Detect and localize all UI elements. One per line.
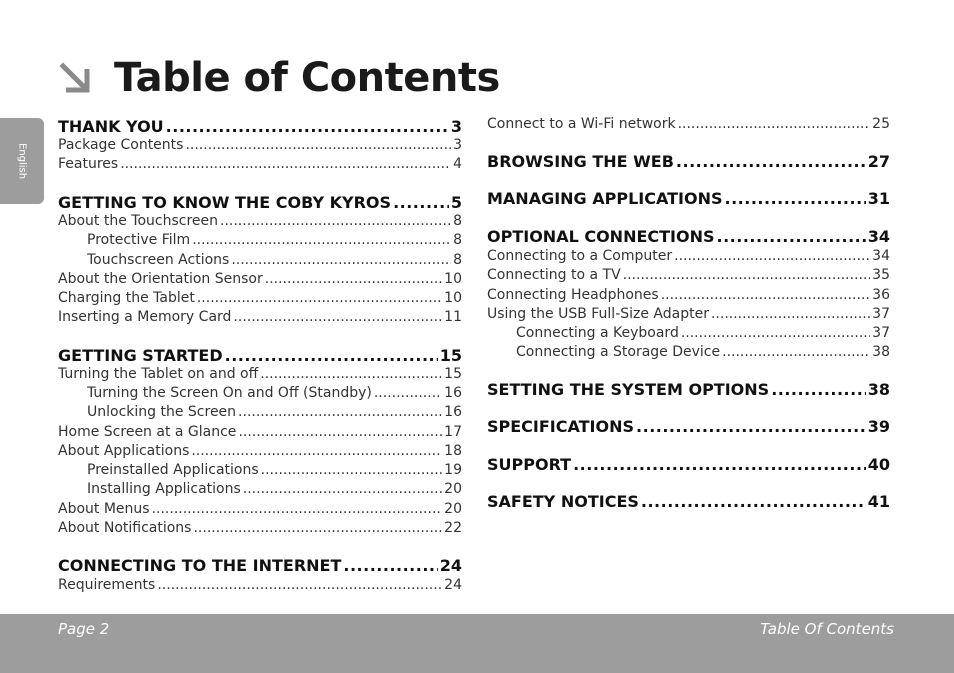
toc-entry[interactable]: [487, 287, 890, 303]
toc-entry-page: 16: [444, 404, 462, 420]
toc-entry-label: CONNECTING TO THE INTERNET: [58, 556, 342, 575]
toc-entry-page: 17: [444, 424, 462, 440]
toc-entry-label: SETTING THE SYSTEM OPTIONS: [487, 380, 770, 399]
toc-leader-dots: [260, 366, 442, 382]
toc-entry-page: 5: [450, 193, 462, 212]
toc-entry-label: About Applications: [58, 443, 190, 459]
toc-entry-page: 37: [872, 306, 890, 322]
toc-heading-entry[interactable]: [487, 492, 890, 511]
footer-page-number: Page 2: [58, 620, 110, 638]
toc-leader-dots: [192, 232, 451, 248]
toc-entry-label: Home Screen at a Glance: [58, 424, 237, 440]
toc-leader-dots: [711, 306, 870, 322]
toc-leader-dots: [674, 248, 870, 264]
toc-leader-dots: [238, 424, 442, 440]
toc-entry-page: 10: [444, 271, 462, 287]
toc-entry-label: Connecting to a TV: [487, 267, 621, 283]
toc-entry[interactable]: [58, 156, 462, 172]
toc-heading-entry[interactable]: [487, 455, 890, 474]
toc-entry-page: 39: [867, 417, 890, 436]
toc-heading-entry[interactable]: [487, 152, 890, 171]
toc-entry-label: Connect to a Wi-Fi network: [487, 116, 676, 132]
toc-entry-label: Connecting Headphones: [487, 287, 659, 303]
toc-leader-dots: [678, 116, 871, 132]
toc-leader-dots: [220, 213, 451, 229]
toc-entry-page: 24: [439, 556, 462, 575]
toc-heading-entry[interactable]: [487, 227, 890, 246]
toc-entry-label: Protective Film: [87, 232, 191, 248]
toc-entry-label: Touchscreen Actions: [87, 252, 230, 268]
toc-entry[interactable]: [87, 481, 462, 497]
toc-entry-label: SPECIFICATIONS: [487, 417, 635, 436]
toc-leader-dots: [261, 462, 443, 478]
toc-entry-label: SUPPORT: [487, 455, 572, 474]
toc-entry-page: 24: [444, 577, 462, 593]
toc-entry[interactable]: [58, 366, 462, 382]
toc-entry-label: Package Contents: [58, 137, 184, 153]
toc-leader-dots: [265, 271, 442, 287]
toc-entry-page: 36: [872, 287, 890, 303]
toc-leader-dots: [717, 227, 866, 246]
toc-entry[interactable]: [58, 501, 462, 517]
toc-entry[interactable]: [58, 137, 462, 153]
toc-heading-entry[interactable]: [58, 117, 462, 136]
toc-entry[interactable]: [87, 232, 462, 248]
toc-entry[interactable]: [516, 325, 890, 341]
toc-entry-page: 40: [867, 455, 890, 474]
toc-heading-entry[interactable]: [487, 417, 890, 436]
toc-leader-dots: [725, 189, 866, 208]
page-footer: [0, 614, 954, 673]
toc-leader-dots: [393, 193, 449, 212]
toc-entry-page: 15: [444, 366, 462, 382]
toc-entry[interactable]: [87, 252, 462, 268]
toc-leader-dots: [166, 117, 449, 136]
toc-leader-dots: [641, 492, 866, 511]
toc-entry[interactable]: [58, 290, 462, 306]
toc-entry-label: GETTING STARTED: [58, 346, 223, 365]
toc-heading-entry[interactable]: [58, 556, 462, 575]
toc-leader-dots: [191, 443, 442, 459]
toc-entry-page: 25: [872, 116, 890, 132]
toc-entry-page: 18: [444, 443, 462, 459]
toc-leader-dots: [152, 501, 443, 517]
toc-leader-dots: [374, 385, 442, 401]
toc-leader-dots: [193, 520, 442, 536]
toc-leader-dots: [573, 455, 866, 474]
toc-entry[interactable]: [487, 306, 890, 322]
toc-entry-label: Connecting a Storage Device: [516, 344, 721, 360]
toc-entry-label: Connecting to a Computer: [487, 248, 673, 264]
toc-entry-page: 16: [444, 385, 462, 401]
toc-leader-dots: [231, 252, 451, 268]
toc-leader-dots: [722, 344, 870, 360]
toc-entry-page: 38: [867, 380, 890, 399]
toc-leader-dots: [185, 137, 451, 153]
toc-entry-page: 15: [439, 346, 462, 365]
toc-entry-label: Turning the Tablet on and off: [58, 366, 259, 382]
toc-leader-dots: [681, 325, 870, 341]
toc-entry[interactable]: [58, 213, 462, 229]
toc-entry-label: Unlocking the Screen: [87, 404, 237, 420]
toc-entry-page: 8: [453, 252, 462, 268]
toc-entry-page: 22: [444, 520, 462, 536]
toc-entry-label: About the Touchscreen: [58, 213, 218, 229]
toc-entry-label: Using the USB Full-Size Adapter: [487, 306, 709, 322]
page-header: [58, 48, 500, 108]
toc-entry-page: 34: [867, 227, 890, 246]
toc-entry-page: 3: [453, 137, 462, 153]
toc-entry[interactable]: [516, 344, 890, 360]
toc-entry-page: 35: [872, 267, 890, 283]
toc-entry[interactable]: [87, 404, 462, 420]
toc-leader-dots: [771, 380, 866, 399]
toc-entry[interactable]: [58, 271, 462, 287]
toc-entry-label: Installing Applications: [87, 481, 241, 497]
toc-entry-label: Preinstalled Applications: [87, 462, 259, 478]
toc-entry-page: 3: [450, 117, 462, 136]
toc-entry-label: OPTIONAL CONNECTIONS: [487, 227, 715, 246]
toc-entry-page: 8: [453, 213, 462, 229]
toc-leader-dots: [636, 417, 866, 436]
toc-entry-page: 11: [444, 309, 462, 325]
toc-entry-page: 8: [453, 232, 462, 248]
toc-leader-dots: [157, 577, 442, 593]
footer-section-title: Table Of Contents: [760, 620, 894, 638]
toc-entry-label: Features: [58, 156, 119, 172]
toc-leader-dots: [661, 287, 870, 303]
toc-entry-page: 31: [867, 189, 890, 208]
toc-leader-dots: [225, 346, 438, 365]
toc-entry-page: 4: [453, 156, 462, 172]
toc-entry-page: 37: [872, 325, 890, 341]
toc-entry-label: About the Orientation Sensor: [58, 271, 263, 287]
toc-leader-dots: [238, 404, 442, 420]
toc-leader-dots: [343, 556, 437, 575]
toc-heading-entry[interactable]: [487, 189, 890, 208]
toc-entry-page: 27: [867, 152, 890, 171]
toc-leader-dots: [676, 152, 866, 171]
toc-entry-label: THANK YOU: [58, 117, 164, 136]
toc-entry[interactable]: [487, 116, 890, 132]
toc-entry-label: GETTING TO KNOW THE COBY KYROS: [58, 193, 392, 212]
toc-leader-dots: [233, 309, 442, 325]
toc-entry[interactable]: [58, 577, 462, 593]
toc-entry-label: About Notifications: [58, 520, 192, 536]
toc-entry[interactable]: [487, 248, 890, 264]
toc-entry-label: About Menus: [58, 501, 150, 517]
toc-entry[interactable]: [58, 309, 462, 325]
toc-entry-label: BROWSING THE WEB: [487, 152, 674, 171]
arrow-down-right-icon: [58, 61, 92, 95]
toc-entry-page: 10: [444, 290, 462, 306]
toc-entry-page: 34: [872, 248, 890, 264]
toc-entry-label: Inserting a Memory Card: [58, 309, 232, 325]
toc-entry-page: 20: [444, 481, 462, 497]
toc-entry-label: Connecting a Keyboard: [516, 325, 679, 341]
toc-heading-entry[interactable]: [58, 193, 462, 212]
toc-entry[interactable]: [87, 462, 462, 478]
toc-entry-page: 41: [867, 492, 890, 511]
toc-entry-page: 20: [444, 501, 462, 517]
toc-leader-dots: [243, 481, 442, 497]
toc-heading-entry[interactable]: [487, 380, 890, 399]
page-title: Table of Contents: [114, 55, 500, 101]
toc-entry[interactable]: [58, 424, 462, 440]
toc-entry-page: 19: [444, 462, 462, 478]
toc-entry[interactable]: [487, 267, 890, 283]
toc-entry[interactable]: [87, 385, 462, 401]
toc-entry-label: Requirements: [58, 577, 156, 593]
toc-heading-entry[interactable]: [58, 346, 462, 365]
toc-leader-dots: [197, 290, 442, 306]
toc-entry-label: SAFETY NOTICES: [487, 492, 639, 511]
toc-entry[interactable]: [58, 520, 462, 536]
language-tab-label: English: [16, 142, 28, 180]
toc-entry-page: 38: [872, 344, 890, 360]
toc-entry-label: MANAGING APPLICATIONS: [487, 189, 723, 208]
language-tab: [0, 118, 44, 204]
toc-leader-dots: [623, 267, 871, 283]
toc-entry-label: Turning the Screen On and Off (Standby): [87, 385, 372, 401]
toc-leader-dots: [120, 156, 451, 172]
toc-entry[interactable]: [58, 443, 462, 459]
toc-entry-label: Charging the Tablet: [58, 290, 195, 306]
